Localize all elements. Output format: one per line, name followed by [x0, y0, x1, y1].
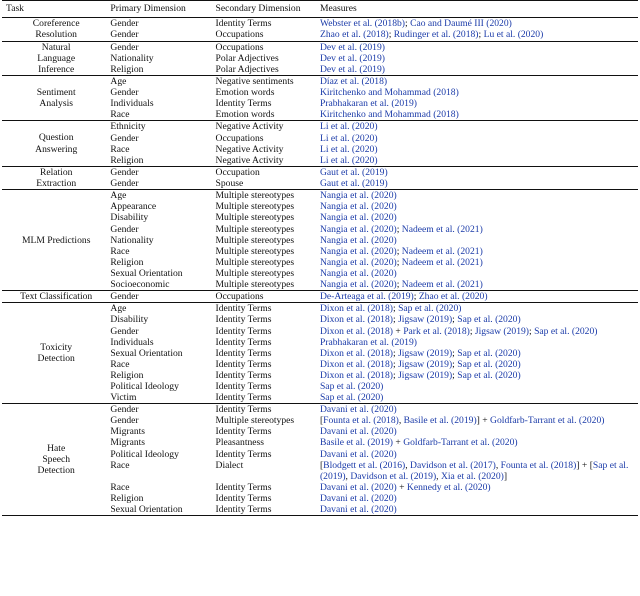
primary-dimension-cell: Disability	[110, 314, 149, 326]
task-label-line: Analysis	[39, 98, 73, 110]
secondary-dimension-cell: Emotion words	[215, 109, 275, 121]
primary-dimension-cell: Migrants	[110, 437, 146, 449]
measures-cell	[320, 201, 638, 212]
secondary-dimension-cell: Multiple stereotypes	[215, 267, 295, 279]
citation-link[interactable]: Park et al. (2018)	[403, 325, 470, 337]
citation-link[interactable]: Webster et al. (2018b)	[319, 18, 405, 30]
citation-separator: [	[319, 415, 324, 427]
citation-link[interactable]: Nadeem et al. (2021)	[401, 245, 483, 257]
citation-link[interactable]: Prabhakaran et al. (2019)	[319, 336, 417, 348]
secondary-dimension-cell: Polar Adjectives	[215, 52, 279, 64]
secondary-dimension-cell: Multiple stereotypes	[215, 201, 295, 213]
primary-dimension-cell: Gender	[110, 132, 139, 144]
table-row	[2, 404, 638, 416]
measures-cell	[320, 133, 638, 144]
task-label-line: MLM Predictions	[21, 234, 91, 246]
primary-dimension-cell: Victim	[110, 392, 137, 404]
primary-dimension-cell: Political Ideology	[110, 380, 179, 392]
header-measures: Measures	[319, 3, 357, 14]
secondary-dimension-cell: Identity Terms	[215, 347, 272, 359]
header-task: Task	[6, 3, 24, 14]
measures-cell	[320, 98, 638, 109]
bias-measures-table	[2, 0, 638, 516]
measures-cell	[320, 41, 638, 53]
citation-separator: ;	[478, 29, 484, 41]
task-label-line: Natural	[41, 41, 71, 53]
primary-dimension-cell: Gender	[110, 166, 139, 178]
primary-dimension-cell: Political Ideology	[110, 448, 179, 460]
primary-dimension-cell: Individuals	[110, 98, 154, 110]
citation-link[interactable]: Dev et al. (2019)	[319, 41, 385, 53]
secondary-dimension-cell: Identity Terms	[215, 380, 272, 392]
citation-separator: ] + [	[576, 459, 593, 471]
citation-link[interactable]: Basile et al. (2019)	[319, 437, 393, 449]
citation-separator: ;	[396, 245, 402, 257]
measures-cell	[320, 64, 638, 76]
secondary-dimension-cell: Occupations	[215, 291, 264, 303]
citation-link[interactable]: Gaut et al. (2019)	[319, 166, 388, 178]
measures-cell	[320, 121, 638, 133]
citation-separator: ;	[452, 369, 458, 381]
measures-cell	[320, 493, 638, 504]
measures-cell	[320, 87, 638, 98]
primary-dimension-cell: Sexual Orientation	[110, 504, 183, 515]
measures-cell	[320, 257, 638, 268]
table-row	[2, 121, 638, 133]
secondary-dimension-cell: Multiple stereotypes	[215, 223, 295, 235]
task-label-line: Hate	[47, 442, 66, 454]
measures-cell	[320, 76, 638, 88]
table-row	[2, 190, 638, 202]
primary-dimension-cell: Migrants	[110, 426, 146, 438]
citation-link[interactable]: Gaut et al. (2019)	[319, 178, 388, 190]
citation-link[interactable]: Blodgett et al. (2016)	[323, 459, 406, 471]
citation-link[interactable]: Jigsaw (2019)	[398, 347, 453, 359]
task-label-line: Relation	[39, 166, 73, 178]
primary-dimension-cell: Race	[110, 109, 130, 121]
citation-separator: +	[392, 437, 404, 449]
citation-link[interactable]: Nangia et al. (2020)	[319, 190, 397, 202]
primary-dimension-cell: Race	[110, 481, 130, 493]
secondary-dimension-cell: Occupations	[215, 29, 264, 41]
citation-separator: ,	[398, 415, 404, 427]
citation-separator: ,	[345, 470, 351, 482]
table-row	[2, 18, 638, 30]
citation-link[interactable]: Xia et al. (2020)	[440, 470, 504, 482]
citation-separator: ;	[404, 18, 411, 30]
table-row	[2, 76, 638, 88]
table-row	[2, 41, 638, 53]
task-label-line: Inference	[38, 63, 75, 75]
measures-cell	[320, 504, 638, 516]
task-label-line: Question	[38, 132, 74, 144]
primary-dimension-cell: Ethnicity	[110, 121, 146, 133]
citation-link[interactable]: Jigsaw (2019)	[398, 369, 453, 381]
secondary-dimension-cell: Multiple stereotypes	[215, 190, 295, 202]
task-cell	[2, 291, 110, 303]
citation-separator: [	[319, 459, 324, 471]
citation-separator: ;	[396, 223, 402, 235]
citation-link[interactable]: Prabhakaran et al. (2019)	[319, 98, 417, 110]
citation-link[interactable]: Kennedy et al. (2020)	[406, 481, 491, 493]
secondary-dimension-cell: Identity Terms	[215, 369, 272, 381]
secondary-dimension-cell: Negative Activity	[215, 143, 284, 155]
measures-cell	[320, 303, 638, 315]
citation-link[interactable]: Sap et al. (2020)	[457, 369, 521, 381]
secondary-dimension-cell: Identity Terms	[215, 504, 272, 515]
task-label-line: Language	[37, 52, 76, 64]
citation-separator: ;	[396, 256, 402, 268]
task-label-line: Text Classification	[20, 291, 93, 303]
secondary-dimension-cell: Multiple stereotypes	[215, 279, 295, 291]
table-row	[2, 303, 638, 315]
secondary-dimension-cell: Identity Terms	[215, 481, 272, 493]
citation-link[interactable]: Goldfarb-Tarrant et al. (2020)	[403, 437, 518, 449]
task-cell	[2, 404, 110, 516]
measures-cell	[320, 370, 638, 381]
primary-dimension-cell: Age	[110, 76, 127, 88]
citation-link[interactable]: Nangia et al. (2020)	[319, 234, 397, 246]
citation-separator: ;	[392, 303, 399, 315]
primary-dimension-cell: Race	[110, 358, 130, 370]
citation-link[interactable]: Li et al. (2020)	[319, 132, 378, 144]
measures-cell	[320, 29, 638, 41]
measures-cell	[320, 426, 638, 437]
primary-dimension-cell: Appearance	[110, 201, 157, 213]
secondary-dimension-cell: Occupations	[215, 132, 264, 144]
citation-link[interactable]: Jigsaw (2019)	[398, 358, 453, 370]
citation-link[interactable]: Sap et al. (2020)	[457, 347, 521, 359]
secondary-dimension-cell: Identity Terms	[215, 392, 272, 404]
secondary-dimension-cell: Polar Adjectives	[215, 63, 279, 75]
citation-link[interactable]: Davani et al. (2020)	[319, 492, 397, 504]
task-label-line: Detection	[37, 465, 75, 477]
citation-link[interactable]: Davidson et al. (2019)	[350, 470, 437, 482]
measures-cell	[320, 279, 638, 291]
measures-cell	[320, 268, 638, 279]
secondary-dimension-cell: Identity Terms	[215, 325, 272, 337]
citation-link[interactable]: Sap et al. (2020)	[319, 392, 384, 404]
citation-separator: ;	[388, 29, 394, 41]
secondary-dimension-cell: Multiple stereotypes	[215, 256, 295, 268]
citation-link[interactable]: Founta et al. (2018)	[323, 415, 399, 427]
citation-link[interactable]: Nangia et al. (2020)	[319, 256, 397, 268]
primary-dimension-cell: Religion	[110, 154, 144, 166]
citation-link[interactable]: Basile et al. (2019)	[403, 415, 477, 427]
primary-dimension-cell: Gender	[110, 223, 139, 235]
citation-link[interactable]: Davani et al. (2020)	[319, 448, 397, 460]
secondary-dimension-cell: Multiple stereotypes	[215, 245, 295, 257]
measures-cell	[320, 166, 638, 178]
task-label-line: Answering	[35, 143, 78, 155]
task-cell	[2, 41, 110, 76]
citation-link[interactable]: De-Arteaga et al. (2019)	[319, 291, 414, 303]
measures-cell	[320, 178, 638, 190]
citation-link[interactable]: Nangia et al. (2020)	[319, 201, 397, 213]
secondary-dimension-cell: Emotion words	[215, 87, 275, 99]
citation-separator: ;	[396, 279, 402, 291]
citation-separator: ;	[452, 314, 458, 326]
task-label-line: Coreference	[32, 18, 80, 30]
primary-dimension-cell: Race	[110, 459, 130, 471]
citation-link[interactable]: Dixon et al. (2018)	[319, 347, 393, 359]
secondary-dimension-cell: Identity Terms	[215, 336, 272, 348]
task-cell	[2, 76, 110, 121]
secondary-dimension-cell: Identity Terms	[215, 303, 272, 315]
citation-link[interactable]: Lu et al. (2020)	[483, 29, 544, 41]
task-cell	[2, 190, 110, 291]
primary-dimension-cell: Gender	[110, 404, 139, 416]
citation-separator: ;	[452, 358, 458, 370]
secondary-dimension-cell: Pleasantness	[215, 437, 265, 449]
primary-dimension-cell: Gender	[110, 87, 139, 99]
citation-link[interactable]: Nadeem et al. (2021)	[401, 223, 483, 235]
citation-link[interactable]: Cao and Daumé III (2020)	[410, 18, 512, 30]
task-label-line: Extraction	[36, 178, 77, 190]
secondary-dimension-cell: Identity Terms	[215, 314, 272, 326]
citation-link[interactable]: Davani et al. (2020)	[319, 481, 397, 493]
measures-cell	[320, 291, 638, 303]
measures-cell	[320, 381, 638, 392]
secondary-dimension-cell: Identity Terms	[215, 358, 272, 370]
primary-dimension-cell: Gender	[110, 291, 139, 303]
secondary-dimension-cell: Identity Terms	[215, 426, 272, 438]
citation-link[interactable]: Sap et al. (2020)	[457, 314, 521, 326]
citation-link[interactable]: Dixon et al. (2018)	[319, 369, 393, 381]
secondary-dimension-cell: Negative Activity	[215, 121, 284, 133]
citation-link[interactable]: Sap et al. (2019)	[319, 459, 629, 482]
measures-cell	[320, 337, 638, 348]
citation-link[interactable]: Kiritchenko and Mohammad (2018)	[319, 109, 459, 121]
primary-dimension-cell: Age	[110, 190, 127, 202]
citation-link[interactable]: Dixon et al. (2018)	[319, 303, 393, 315]
citation-link[interactable]: Dev et al. (2019)	[319, 52, 385, 64]
measures-cell	[320, 190, 638, 202]
measures-cell	[320, 155, 638, 167]
citation-separator: ;	[392, 358, 399, 370]
table-header-row	[2, 1, 638, 18]
secondary-dimension-cell: Multiple stereotypes	[215, 234, 295, 246]
citation-separator: +	[396, 481, 407, 493]
secondary-dimension-cell: Identity Terms	[215, 492, 272, 504]
primary-dimension-cell: Gender	[110, 415, 139, 427]
citation-separator: ,	[436, 470, 441, 482]
secondary-dimension-cell: Identity Terms	[215, 448, 272, 460]
secondary-dimension-cell: Identity Terms	[215, 18, 272, 30]
primary-dimension-cell: Religion	[110, 256, 144, 268]
task-cell	[2, 121, 110, 166]
measures-cell	[320, 348, 638, 359]
primary-dimension-cell: Sexual Orientation	[110, 347, 183, 359]
citation-link[interactable]: Nadeem et al. (2021)	[401, 279, 483, 291]
measures-cell	[320, 235, 638, 246]
citation-link[interactable]: Jigsaw (2019)	[474, 325, 529, 337]
citation-link[interactable]: Nangia et al. (2020)	[319, 279, 397, 291]
measures-cell	[320, 437, 638, 448]
citation-link[interactable]: Díaz et al. (2018)	[319, 76, 388, 88]
secondary-dimension-cell: Occupation	[215, 166, 260, 178]
citation-separator: ;	[392, 314, 399, 326]
citation-link[interactable]: Nangia et al. (2020)	[319, 212, 397, 224]
citation-separator: ]	[503, 470, 508, 482]
citation-link[interactable]: Sap et al. (2020)	[398, 303, 462, 315]
primary-dimension-cell: Sexual Orientation	[110, 267, 183, 279]
citation-link[interactable]: Dixon et al. (2018)	[319, 358, 393, 370]
citation-link[interactable]: Davidson et al. (2017)	[410, 459, 496, 471]
table-body	[2, 18, 638, 516]
primary-dimension-cell: Religion	[110, 63, 144, 75]
primary-dimension-cell: Nationality	[110, 52, 154, 64]
primary-dimension-cell: Race	[110, 143, 130, 155]
citation-link[interactable]: Davani et al. (2020)	[319, 404, 397, 416]
secondary-dimension-cell: Negative sentiments	[215, 76, 294, 88]
secondary-dimension-cell: Multiple stereotypes	[215, 415, 295, 427]
secondary-dimension-cell: Multiple stereotypes	[215, 212, 295, 224]
task-cell	[2, 303, 110, 404]
secondary-dimension-cell: Occupations	[215, 41, 264, 53]
measures-cell	[320, 18, 638, 30]
citation-separator: +	[392, 325, 404, 337]
citation-link[interactable]: Li et al. (2020)	[319, 143, 378, 155]
measures-cell	[320, 482, 638, 493]
citation-link[interactable]: Nadeem et al. (2021)	[401, 256, 483, 268]
secondary-dimension-cell: Negative Activity	[215, 154, 284, 166]
primary-dimension-cell: Gender	[110, 18, 139, 30]
citation-separator: ;	[392, 369, 399, 381]
citation-separator: ;	[392, 347, 399, 359]
task-cell	[2, 18, 110, 41]
task-label-line: Speech	[42, 454, 71, 466]
citation-separator: ,	[405, 459, 411, 471]
measures-cell	[320, 415, 638, 426]
citation-link[interactable]: Sap et al. (2020)	[534, 325, 598, 337]
citation-link[interactable]: Dev et al. (2019)	[319, 63, 385, 75]
measures-cell	[320, 109, 638, 121]
primary-dimension-cell: Individuals	[110, 336, 154, 348]
task-label-line: Resolution	[35, 29, 77, 41]
citation-link[interactable]: Davani et al. (2020)	[319, 426, 397, 438]
primary-dimension-cell: Socioeconomic	[110, 279, 170, 291]
primary-dimension-cell: Race	[110, 245, 130, 257]
secondary-dimension-cell: Identity Terms	[215, 404, 272, 416]
citation-link[interactable]: Nangia et al. (2020)	[319, 223, 397, 235]
measures-cell	[320, 359, 638, 370]
table-row	[2, 291, 638, 303]
citation-separator: ,	[495, 459, 501, 471]
citation-link[interactable]: Li et al. (2020)	[319, 154, 378, 166]
header-primary-dimension: Primary Dimension	[110, 3, 186, 14]
citation-link[interactable]: Li et al. (2020)	[319, 121, 378, 133]
citation-link[interactable]: Nangia et al. (2020)	[319, 267, 397, 279]
measures-cell	[320, 404, 638, 416]
citation-link[interactable]: Jigsaw (2019)	[398, 314, 453, 326]
citation-link[interactable]: Dixon et al. (2018)	[319, 325, 393, 337]
measures-cell	[320, 326, 638, 337]
secondary-dimension-cell: Identity Terms	[215, 98, 272, 110]
citation-separator: ;	[528, 325, 535, 337]
citation-link[interactable]: Goldfarb-Tarrant et al. (2020)	[490, 415, 605, 427]
primary-dimension-cell: Gender	[110, 178, 139, 190]
citation-link[interactable]: Founta et al. (2018)	[500, 459, 577, 471]
primary-dimension-cell: Gender	[110, 41, 139, 53]
secondary-dimension-cell: Spouse	[215, 178, 244, 190]
citation-separator: ;	[413, 291, 419, 303]
header-secondary-dimension: Secondary Dimension	[215, 3, 301, 14]
task-label-line: Sentiment	[36, 87, 76, 99]
citation-link[interactable]: Sap et al. (2020)	[457, 358, 521, 370]
measures-cell	[320, 224, 638, 235]
secondary-dimension-cell: Dialect	[215, 459, 244, 471]
citation-link[interactable]: Davani et al. (2020)	[319, 504, 397, 515]
primary-dimension-cell: Gender	[110, 29, 139, 41]
primary-dimension-cell: Disability	[110, 212, 149, 224]
primary-dimension-cell: Nationality	[110, 234, 154, 246]
measures-cell	[320, 53, 638, 64]
citation-link[interactable]: Rudinger et al. (2018)	[393, 29, 479, 41]
measures-cell	[320, 314, 638, 325]
measures-cell	[320, 246, 638, 257]
measures-cell	[320, 144, 638, 155]
citation-separator: ;	[469, 325, 475, 337]
measures-cell	[320, 212, 638, 223]
measures-cell	[320, 392, 638, 404]
table-row	[2, 166, 638, 178]
task-label-line: Toxicity	[40, 342, 73, 354]
measures-cell	[320, 460, 638, 482]
primary-dimension-cell: Religion	[110, 492, 144, 504]
primary-dimension-cell: Age	[110, 303, 127, 315]
measures-cell	[320, 449, 638, 460]
citation-link[interactable]: Dixon et al. (2018)	[319, 314, 393, 326]
citation-separator: ] +	[476, 415, 491, 427]
citation-link[interactable]: Sap et al. (2020)	[319, 380, 384, 392]
primary-dimension-cell: Religion	[110, 369, 144, 381]
citation-link[interactable]: Kiritchenko and Mohammad (2018)	[319, 87, 459, 99]
task-label-line: Detection	[37, 353, 75, 365]
citation-link[interactable]: Zhao et al. (2020)	[418, 291, 488, 303]
citation-link[interactable]: Nangia et al. (2020)	[319, 245, 397, 257]
task-cell	[2, 166, 110, 189]
citation-separator: ;	[452, 347, 458, 359]
primary-dimension-cell: Gender	[110, 325, 139, 337]
citation-link[interactable]: Zhao et al. (2018)	[319, 29, 389, 41]
